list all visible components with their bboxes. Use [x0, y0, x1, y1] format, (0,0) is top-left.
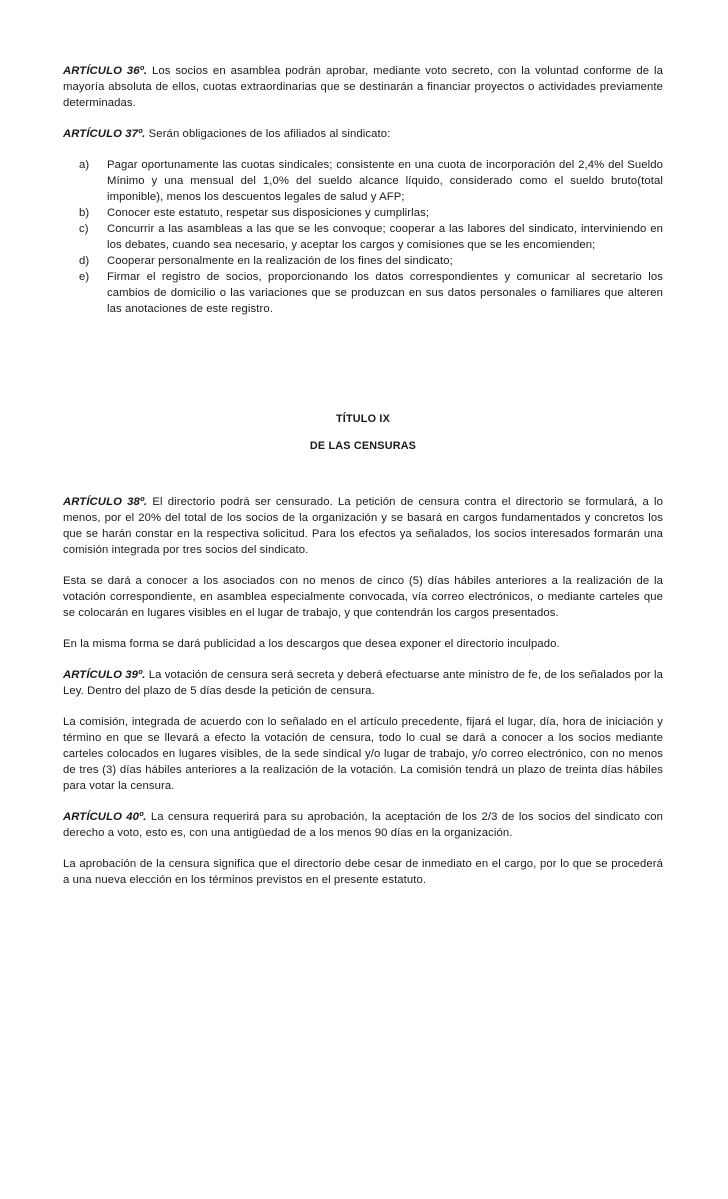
list-item: [63, 205, 663, 221]
article-36: [63, 63, 663, 111]
list-item-marker: c): [79, 223, 89, 235]
article-36-text: Los socios en asamblea podrán aprobar, mediante voto secreto, con la voluntad conforme de la mayoría absoluta de ellos, cuotas extraordinarias que se destinarán a financiar proyectos o actividades previamente determinadas.: [63, 65, 663, 109]
article-36-heading: ARTÍCULO 36º.: [63, 65, 148, 77]
article-37-heading: ARTÍCULO 37º.: [63, 128, 146, 140]
article-40-paragraph-2: La aprobación de la censura significa que el directorio debe cesar de inmediato en el cargo, por lo que se procederá a una nueva elección en los términos previstos en el presente estatuto.: [63, 858, 663, 886]
list-item-marker: b): [79, 207, 90, 219]
list-item: [63, 157, 663, 205]
article-40-text: La censura requerirá para su aprobación, la aceptación de los 2/3 de los socios del sindicato con derecho a voto, esto es, con una antigüedad de a los menos 90 días en la organización.: [63, 811, 663, 839]
article-38-heading: ARTÍCULO 38º.: [63, 496, 148, 508]
article-39-text: La votación de censura será secreta y deberá efectuarse ante ministro de fe, de los señalados por la Ley. Dentro del plazo de 5 días desde la petición de censura.: [63, 669, 663, 697]
list-item-text: Concurrir a las asambleas a las que se les convoque; cooperar a las labores del sindicato, interviniendo en los debates, cuando sea necesario, y aceptar los cargos y comisiones que se les encomienden;: [107, 223, 663, 251]
list-item: [63, 253, 663, 269]
document-page: [63, 63, 663, 903]
list-item-text: Firmar el registro de socios, proporcionando los datos correspondientes y comunicar al secretario los cambios de domicilio o las variaciones que se produzcan en sus datos personales o familiares que alteren las anotaciones de este registro.: [107, 271, 663, 315]
article-39: [63, 667, 663, 699]
list-item-text: Conocer este estatuto, respetar sus disposiciones y cumplirlas;: [107, 207, 430, 219]
section-subtitle: DE LAS CENSURAS: [309, 440, 417, 452]
article-37-text: Serán obligaciones de los afiliados al sindicato:: [145, 128, 391, 140]
list-item-text: Pagar oportunamente las cuotas sindicales; consistente en una cuota de incorporación del 2,4% del Sueldo Mínimo y una mensual del 1,0% del sueldo alcance líquido, considerado como el sueldo bruto(total imponible), menos los descuentos legales de salud y AFP;: [107, 159, 663, 203]
article-37-list: [63, 157, 663, 317]
article-38: [63, 494, 663, 558]
article-38-paragraph-2: Esta se dará a conocer a los asociados con no menos de cinco (5) días hábiles anteriores a la realización de la votación correspondiente, en asamblea especialmente convocada, vía correo electrónicos, o mediante carteles que se colocarán en lugares visibles en el lugar de trabajo, y que contendrán los cargos presentados.: [63, 575, 663, 619]
article-37: [63, 126, 663, 142]
list-item-marker: e): [79, 271, 90, 283]
article-38-text: El directorio podrá ser censurado. La petición de censura contra el directorio se formulará, a lo menos, por el 20% del total de los socios de la organización y se basará en cargos fundamentados y concretos los que se harán constar en la respectiva solicitud. Para los efectos ya señalados, los socios interesados formarán una comisión integrada por tres socios del sindicato.: [63, 496, 663, 556]
article-38-paragraph-3: En la misma forma se dará publicidad a los descargos que desea exponer el directorio inculpado.: [63, 638, 560, 650]
article-40-heading: ARTÍCULO 40º.: [63, 811, 147, 823]
article-39-paragraph-2: La comisión, integrada de acuerdo con lo señalado en el artículo precedente, fijará el lugar, día, hora de iniciación y término en que se llevará a efecto la votación de censura, todo lo cual se dará a conocer a los socios mediante carteles colocados en lugares visibles, de la sede sindical y/o lugar de trabajo, y/o correo electrónico, con no menos de tres (3) días hábiles anteriores a la realización de la votación. La comisión tendrá un plazo de treinta días hábiles para votar la censura.: [63, 716, 663, 792]
list-item-text: Cooperar personalmente en la realización de los fines del sindicato;: [107, 255, 453, 267]
list-item-marker: a): [79, 159, 90, 171]
list-item-marker: d): [79, 255, 90, 267]
list-item: [63, 221, 663, 253]
list-item: [63, 269, 663, 317]
article-40: [63, 809, 663, 841]
article-39-heading: ARTÍCULO 39º.: [63, 669, 146, 681]
section-title: TÍTULO IX: [336, 413, 390, 425]
